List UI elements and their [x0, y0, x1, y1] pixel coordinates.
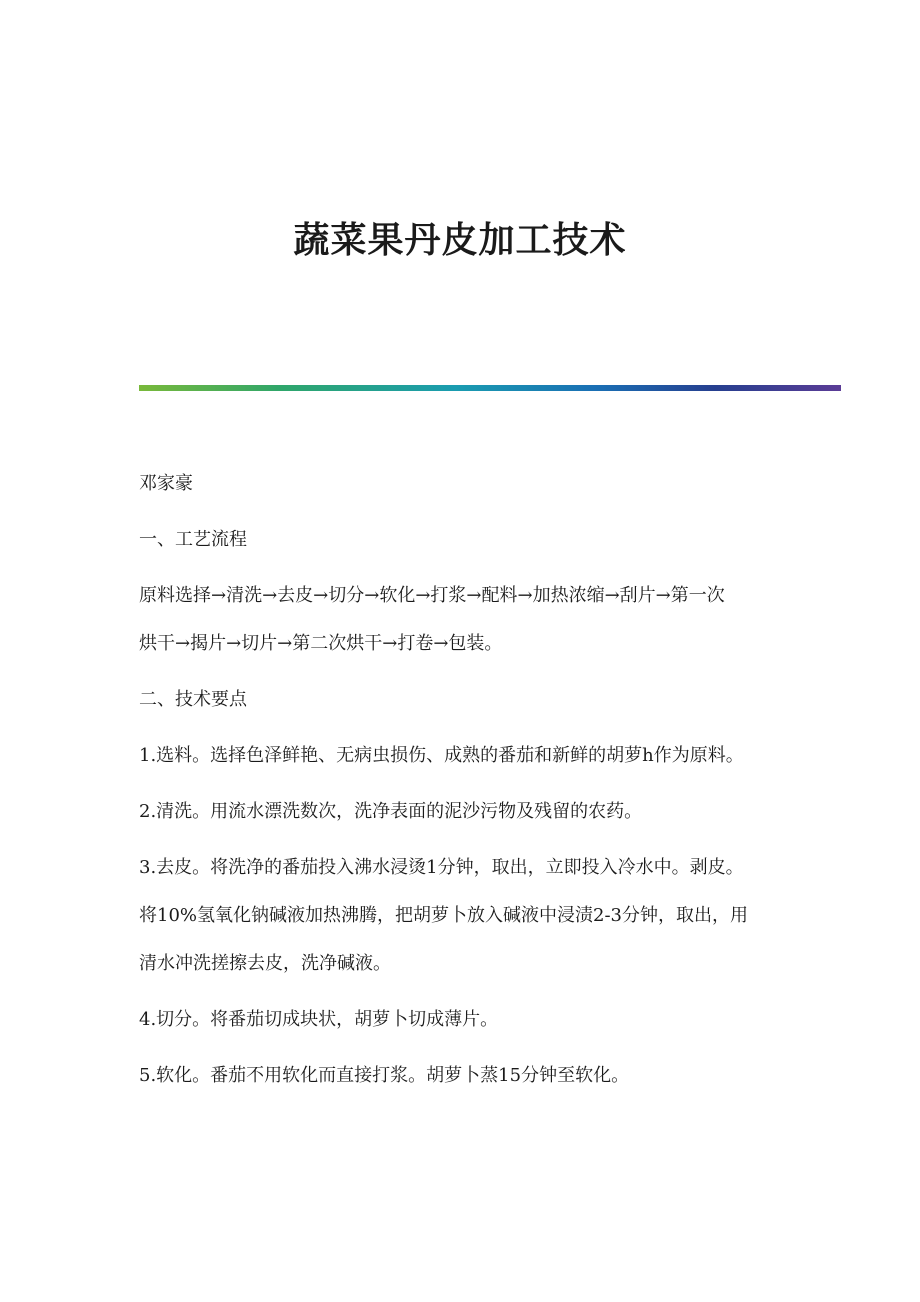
section-heading-technical-points: 二、技术要点: [139, 689, 247, 710]
author-name: 邓家豪: [139, 473, 193, 494]
gradient-divider: [139, 385, 841, 391]
section-heading-process: 一、工艺流程: [139, 529, 247, 550]
point-3-peeling-line-2: 将10%氢氧化钠碱液加热沸腾，把胡萝卜放入碱液中浸渍2-3分钟，取出，用: [139, 905, 748, 926]
point-3-peeling-line-3: 清水冲洗搓擦去皮，洗净碱液。: [139, 953, 391, 974]
point-5-softening: 5.软化。番茄不用软化而直接打浆。胡萝卜蒸15分钟至软化。: [139, 1065, 630, 1086]
process-flow-line-1: 原料选择→清洗→去皮→切分→软化→打浆→配料→加热浓缩→刮片→第一次: [139, 585, 725, 606]
point-1-selection: 1.选料。选择色泽鲜艳、无病虫损伤、成熟的番茄和新鲜的胡萝h作为原料。: [139, 745, 744, 766]
point-4-cutting: 4.切分。将番茄切成块状，胡萝卜切成薄片。: [139, 1009, 499, 1030]
point-3-peeling-line-1: 3.去皮。将洗净的番茄投入沸水浸烫1分钟，取出，立即投入冷水中。剥皮。: [139, 857, 744, 878]
document-title: 蔬菜果丹皮加工技术: [293, 219, 627, 261]
process-flow-line-2: 烘干→揭片→切片→第二次烘干→打卷→包装。: [139, 633, 503, 654]
point-2-cleaning: 2.清洗。用流水漂洗数次，洗净表面的泥沙污物及残留的农药。: [139, 801, 643, 822]
